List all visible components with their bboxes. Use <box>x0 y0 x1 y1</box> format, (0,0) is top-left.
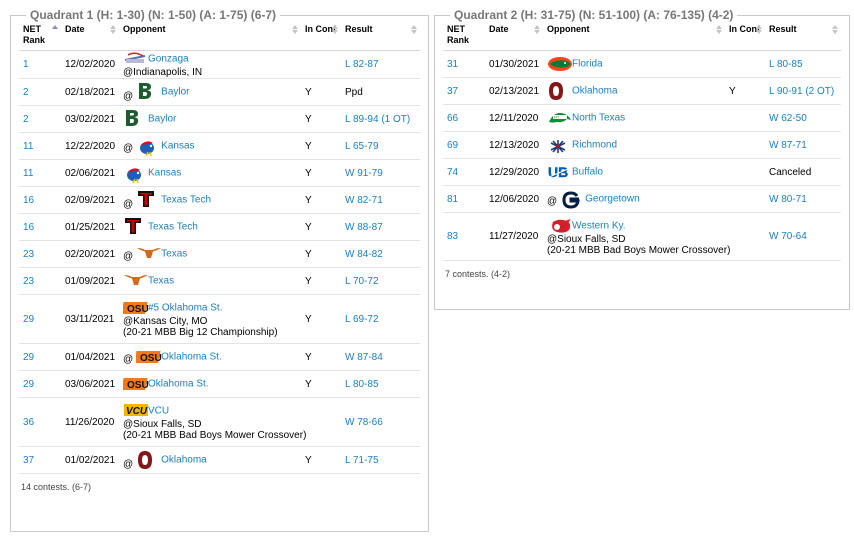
quadrant-1-header-row <box>19 22 420 51</box>
opponent-cell <box>119 51 301 79</box>
game-location: @Indianapolis, IN <box>123 67 203 78</box>
rank-link[interactable]: 29 <box>23 378 35 390</box>
conf-cell: Y <box>301 214 341 241</box>
opponent-link[interactable]: Kansas <box>161 140 195 152</box>
result-cell <box>765 159 841 186</box>
rank-link[interactable]: 36 <box>23 416 35 428</box>
quadrant-2-footer: 7 contests. (4-2) <box>445 269 511 279</box>
sort-icon <box>534 25 540 34</box>
conf-cell: Y <box>301 79 341 106</box>
oklahoma-st-logo <box>136 349 162 365</box>
rank-link[interactable]: 74 <box>447 166 459 178</box>
rank-link[interactable]: 66 <box>447 112 459 124</box>
sort-icon <box>716 25 722 34</box>
result-cell <box>341 371 420 398</box>
svg-text:UB: UB <box>548 164 569 180</box>
oklahoma-st-logo <box>123 376 149 392</box>
rank-cell <box>19 187 61 214</box>
opponent-line <box>547 81 618 101</box>
conf-cell: Y <box>301 344 341 371</box>
opponent-link[interactable]: Oklahoma St. <box>161 351 222 363</box>
opponent-link[interactable]: Richmond <box>572 139 618 151</box>
rank-cell <box>19 160 61 187</box>
opponent-link[interactable]: #5 Oklahoma St. <box>148 302 223 314</box>
rank-link[interactable]: 11 <box>23 167 34 179</box>
conf-cell <box>725 159 765 186</box>
date-cell: 02/13/2021 <box>485 78 543 105</box>
rank-link[interactable]: 2 <box>23 86 29 98</box>
quadrant-1-table <box>19 22 420 474</box>
result-cell <box>341 160 420 187</box>
date-cell: 01/09/2021 <box>61 268 119 295</box>
opponent-link[interactable]: Texas <box>148 275 175 287</box>
gonzaga-logo <box>123 51 145 67</box>
conf-cell <box>301 51 341 79</box>
result-cell <box>765 51 841 78</box>
opponent-line <box>123 82 190 102</box>
kansas-logo <box>136 138 158 154</box>
kansas-logo <box>123 165 145 181</box>
date-cell: 12/11/2020 <box>485 105 543 132</box>
oklahoma-logo <box>547 81 569 101</box>
florida-logo <box>547 56 569 72</box>
opponent-line <box>123 190 211 210</box>
conf-cell <box>725 51 765 78</box>
quadrant-2-panel <box>434 8 850 310</box>
conf-cell: Y <box>301 187 341 214</box>
oklahoma-logo <box>136 450 158 470</box>
svg-text:OSU: OSU <box>127 380 149 391</box>
table-row <box>19 447 420 474</box>
quadrant-1-panel <box>10 8 429 532</box>
result-link[interactable]: W 84-82 <box>345 248 383 260</box>
rank-cell <box>19 133 61 160</box>
result-text: Ppd <box>345 86 363 98</box>
opponent-link[interactable]: Georgetown <box>585 193 640 205</box>
rank-link[interactable]: 23 <box>23 275 35 287</box>
table-row <box>443 105 841 132</box>
game-event-note: (20-21 MBB Big 12 Championship) <box>123 327 278 338</box>
rank-link[interactable]: 11 <box>23 140 34 152</box>
result-link[interactable]: L 70-72 <box>345 275 379 287</box>
opponent-link[interactable]: Buffalo <box>572 166 603 178</box>
opponent-line <box>547 164 603 180</box>
svg-text:NT: NT <box>554 114 560 120</box>
opponent-link[interactable]: Baylor <box>148 113 177 125</box>
quadrant-2-title: Quadrant 2 (H: 31-75) (N: 51-100) (A: 76-135) (4-2) <box>454 8 734 22</box>
result-cell <box>341 187 420 214</box>
opponent-line <box>123 109 176 129</box>
date-cell: 02/09/2021 <box>61 187 119 214</box>
rank-link[interactable]: 29 <box>23 351 35 363</box>
svg-text:VCU: VCU <box>126 406 148 417</box>
conf-cell: Y <box>301 371 341 398</box>
rank-link[interactable]: 37 <box>447 85 459 97</box>
georgetown-logo <box>560 191 582 207</box>
rank-cell <box>443 78 485 105</box>
game-event-note: (20-21 MBB Bad Boys Mower Crossover) <box>123 430 307 441</box>
col-header-result[interactable]: Result <box>341 22 420 51</box>
opponent-link[interactable]: Kansas <box>148 167 182 179</box>
opponent-line <box>547 191 640 207</box>
table-row <box>443 132 841 159</box>
opponent-line <box>547 56 603 72</box>
buffalo-logo <box>547 164 569 180</box>
rank-cell <box>443 105 485 132</box>
rank-cell <box>19 398 61 447</box>
col-header-rank[interactable]: NET Rank <box>19 22 61 51</box>
game-event-note: (20-21 MBB Bad Boys Mower Crossover) <box>547 244 731 256</box>
result-text: Canceled <box>769 166 812 178</box>
table-row <box>19 241 420 268</box>
result-cell <box>341 51 420 79</box>
result-cell <box>765 186 841 213</box>
away-marker: @ <box>123 251 134 262</box>
table-row <box>19 398 420 447</box>
texas-logo <box>123 273 145 289</box>
opponent-line <box>123 246 187 262</box>
rank-cell <box>443 132 485 159</box>
opponent-cell <box>543 159 725 186</box>
baylor-logo <box>123 109 145 129</box>
away-marker: @ <box>123 199 134 210</box>
rank-cell <box>19 51 61 79</box>
col-header-date[interactable]: Date <box>61 22 119 51</box>
date-cell: 11/26/2020 <box>61 398 119 447</box>
opponent-link[interactable]: Oklahoma <box>161 454 207 466</box>
opponent-link[interactable]: Western Ky. <box>572 220 626 232</box>
opponent-cell <box>543 132 725 159</box>
quadrant-2-header-row <box>443 22 841 51</box>
sort-asc-icon <box>52 25 58 30</box>
rank-link[interactable]: 37 <box>23 454 35 466</box>
result-link[interactable]: W 88-87 <box>345 221 383 233</box>
result-link[interactable]: L 80-85 <box>345 378 379 390</box>
table-row <box>19 106 420 133</box>
sort-icon <box>832 25 838 34</box>
date-cell: 03/02/2021 <box>61 106 119 133</box>
away-marker: @ <box>547 196 558 207</box>
rank-link[interactable]: 1 <box>23 59 29 70</box>
rank-link[interactable]: 69 <box>447 139 459 151</box>
texas-logo <box>136 246 158 262</box>
date-cell: 02/18/2021 <box>61 79 119 106</box>
table-row <box>443 51 841 78</box>
rank-cell <box>19 106 61 133</box>
opponent-line <box>123 273 174 289</box>
baylor-logo <box>136 82 158 102</box>
table-row <box>19 51 420 79</box>
result-link[interactable]: W 78-66 <box>345 416 383 428</box>
rank-link[interactable]: 16 <box>23 221 35 233</box>
table-row <box>19 344 420 371</box>
opponent-line <box>547 218 626 234</box>
opponent-link[interactable]: Texas Tech <box>161 194 211 206</box>
conf-cell: Y <box>301 295 341 344</box>
conf-cell <box>725 105 765 132</box>
result-link[interactable]: L 69-72 <box>345 313 379 325</box>
opponent-link[interactable]: Texas <box>161 248 188 260</box>
opponent-cell <box>119 187 301 214</box>
table-row <box>443 213 841 261</box>
opponent-line <box>123 138 195 154</box>
result-link[interactable]: L 71-75 <box>345 454 379 466</box>
result-cell <box>765 78 841 105</box>
rank-link[interactable]: 31 <box>447 58 459 70</box>
rank-cell <box>19 344 61 371</box>
conf-cell: Y <box>725 78 765 105</box>
opponent-link[interactable]: North Texas <box>572 112 626 124</box>
result-link[interactable]: L 65-79 <box>345 140 379 152</box>
rank-cell <box>19 447 61 474</box>
rank-cell <box>19 295 61 344</box>
rank-cell <box>443 186 485 213</box>
result-link[interactable]: L 82-87 <box>345 59 379 70</box>
result-cell <box>341 447 420 474</box>
date-cell: 01/02/2021 <box>61 447 119 474</box>
rank-cell <box>19 214 61 241</box>
opponent-cell <box>119 160 301 187</box>
result-link[interactable]: W 91-79 <box>345 167 383 179</box>
texas-tech-logo <box>123 217 145 237</box>
opponent-line <box>123 300 222 316</box>
date-cell: 12/02/2020 <box>61 51 119 79</box>
game-location: @Sioux Falls, SD <box>547 233 626 245</box>
opponent-link[interactable]: Oklahoma St. <box>148 378 209 390</box>
game-location: @Sioux Falls, SD <box>123 419 202 430</box>
conf-cell: Y <box>301 241 341 268</box>
opponent-cell <box>119 295 301 344</box>
result-cell <box>341 241 420 268</box>
col-header-opponent[interactable]: Opponent <box>119 22 301 51</box>
result-cell <box>341 133 420 160</box>
date-cell: 01/25/2021 <box>61 214 119 241</box>
date-cell: 12/13/2020 <box>485 132 543 159</box>
vcu-logo <box>123 403 148 419</box>
table-row <box>19 133 420 160</box>
col-header-conf[interactable]: In Conf <box>725 22 765 51</box>
result-cell <box>765 213 841 261</box>
sort-icon <box>411 25 417 34</box>
table-row <box>19 160 420 187</box>
away-marker: @ <box>123 91 134 102</box>
rank-link[interactable]: 29 <box>23 313 35 325</box>
date-cell: 12/06/2020 <box>485 186 543 213</box>
rank-cell <box>19 371 61 398</box>
sort-icon <box>292 25 298 34</box>
date-cell: 11/27/2020 <box>485 213 543 261</box>
opponent-line <box>123 165 181 181</box>
opponent-cell <box>543 51 725 78</box>
rank-cell <box>443 213 485 261</box>
opponent-cell <box>543 213 731 261</box>
opponent-link[interactable]: Florida <box>572 58 603 70</box>
date-cell: 03/11/2021 <box>61 295 119 344</box>
conf-cell <box>725 213 765 261</box>
sort-icon <box>756 25 762 34</box>
opponent-line <box>547 137 617 153</box>
opponent-cell <box>543 105 725 132</box>
table-row <box>443 78 841 105</box>
result-cell <box>341 79 420 106</box>
richmond-logo <box>547 137 569 153</box>
opponent-line <box>123 51 189 67</box>
date-cell: 12/22/2020 <box>61 133 119 160</box>
rank-cell <box>19 79 61 106</box>
quadrant-1-footer: 14 contests. (6-7) <box>21 482 92 492</box>
rank-link[interactable]: 83 <box>447 231 459 242</box>
result-link[interactable]: W 62-50 <box>769 112 807 124</box>
conf-cell: Y <box>301 268 341 295</box>
result-link[interactable]: L 89-94 (1 OT) <box>345 113 411 125</box>
result-link[interactable]: W 80-71 <box>769 193 807 205</box>
opponent-cell <box>119 106 301 133</box>
opponent-line <box>123 217 198 237</box>
date-cell: 02/20/2021 <box>61 241 119 268</box>
result-link[interactable]: W 87-71 <box>769 139 807 151</box>
result-cell <box>341 214 420 241</box>
rank-link[interactable]: 23 <box>23 248 35 260</box>
sort-icon <box>332 25 338 34</box>
opponent-link[interactable]: Oklahoma <box>572 85 618 97</box>
table-row <box>443 186 841 213</box>
rank-cell <box>19 241 61 268</box>
result-cell <box>765 105 841 132</box>
result-cell <box>341 398 420 447</box>
table-row <box>19 214 420 241</box>
result-link[interactable]: W 82-71 <box>345 194 383 206</box>
rank-link[interactable]: 16 <box>23 194 35 206</box>
opponent-cell <box>119 371 301 398</box>
result-cell <box>341 268 420 295</box>
rank-cell <box>19 268 61 295</box>
opponent-cell <box>119 79 301 106</box>
col-header-conf[interactable]: In Conf <box>301 22 341 51</box>
date-cell: 02/06/2021 <box>61 160 119 187</box>
opponent-line <box>547 110 625 126</box>
svg-text:OSU: OSU <box>127 304 149 315</box>
texas-tech-logo <box>136 190 158 210</box>
date-cell: 03/06/2021 <box>61 371 119 398</box>
rank-cell <box>443 159 485 186</box>
opponent-cell <box>119 241 301 268</box>
table-row <box>19 295 420 344</box>
opponent-line <box>123 349 222 365</box>
table-row <box>19 79 420 106</box>
opponent-cell <box>543 78 725 105</box>
date-cell: 01/04/2021 <box>61 344 119 371</box>
rank-link[interactable]: 81 <box>447 193 459 205</box>
conf-cell <box>725 186 765 213</box>
opponent-cell <box>119 133 301 160</box>
col-header-date[interactable]: Date <box>485 22 543 51</box>
opponent-link[interactable]: Baylor <box>161 86 190 98</box>
opponent-cell <box>543 186 725 213</box>
table-row <box>19 371 420 398</box>
rank-cell <box>443 51 485 78</box>
result-link[interactable]: L 90-91 (2 OT) <box>769 85 835 97</box>
col-header-opponent[interactable]: Opponent <box>543 22 725 51</box>
opponent-link[interactable]: Gonzaga <box>148 53 189 65</box>
conf-cell: Y <box>301 106 341 133</box>
opponent-cell <box>119 268 301 295</box>
oklahoma-st-logo <box>123 300 149 316</box>
western-ky-logo <box>547 218 569 234</box>
opponent-link[interactable]: VCU <box>148 405 170 417</box>
conf-cell: Y <box>301 160 341 187</box>
opponent-link[interactable]: Texas Tech <box>148 221 198 233</box>
opponent-cell <box>119 398 307 447</box>
rank-link[interactable]: 2 <box>23 113 29 125</box>
date-cell: 01/30/2021 <box>485 51 543 78</box>
quadrant-2-table <box>443 22 841 261</box>
table-row <box>19 187 420 214</box>
svg-text:OSU: OSU <box>140 353 162 364</box>
result-cell <box>341 295 420 344</box>
sort-icon <box>110 25 116 34</box>
result-cell <box>341 344 420 371</box>
away-marker: @ <box>123 354 134 365</box>
result-link[interactable]: W 87-84 <box>345 351 383 363</box>
opponent-line <box>123 403 169 419</box>
col-header-result[interactable]: Result <box>765 22 841 51</box>
date-cell: 12/29/2020 <box>485 159 543 186</box>
conf-cell <box>301 398 341 447</box>
away-marker: @ <box>123 143 134 154</box>
conf-cell <box>725 132 765 159</box>
result-link[interactable]: L 80-85 <box>769 58 803 70</box>
table-row <box>19 268 420 295</box>
result-cell <box>341 106 420 133</box>
conf-cell: Y <box>301 133 341 160</box>
away-marker: @ <box>123 459 134 470</box>
opponent-line <box>123 450 207 470</box>
col-header-rank[interactable]: NET Rank <box>443 22 485 51</box>
quadrant-1-title: Quadrant 1 (H: 1-30) (N: 1-50) (A: 1-75) (6-7) <box>30 8 277 22</box>
north-texas-logo <box>547 110 569 126</box>
opponent-cell <box>119 447 301 474</box>
opponent-line <box>123 376 209 392</box>
game-location: @Kansas City, MO <box>123 316 208 327</box>
result-link[interactable]: W 70-64 <box>769 231 807 242</box>
table-row <box>443 159 841 186</box>
opponent-cell <box>119 214 301 241</box>
result-cell <box>765 132 841 159</box>
opponent-cell <box>119 344 301 371</box>
conf-cell: Y <box>301 447 341 474</box>
